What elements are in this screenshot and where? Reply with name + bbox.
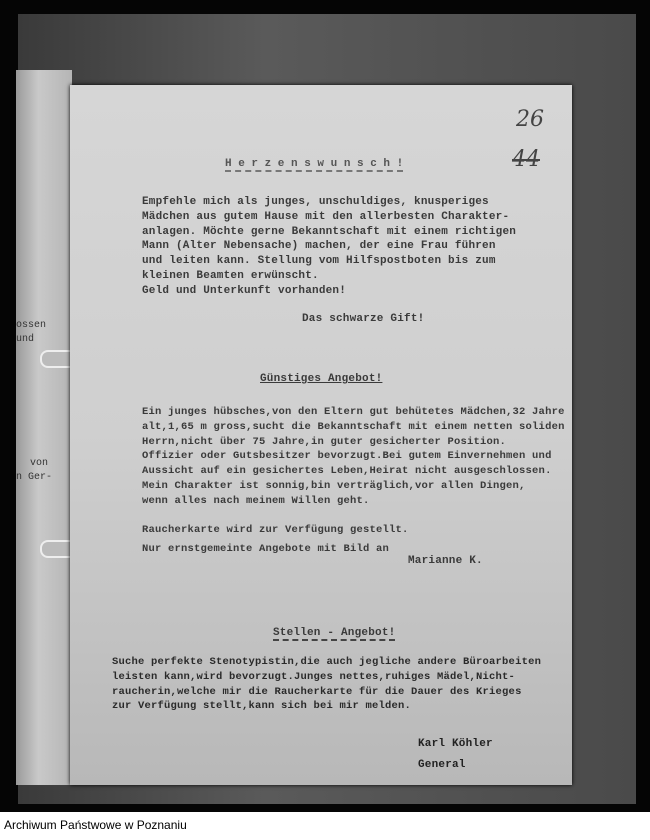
text-line: leisten kann,wird bevorzugt.Junges nettes,ruhiges Mädel,Nicht- <box>112 670 516 683</box>
side-fragment: n Ger- <box>16 472 53 483</box>
ad2-signature: Marianne K. <box>408 555 483 567</box>
text-line: raucherin,welche mir die Raucherkarte für die Dauer des Krieges <box>112 685 522 698</box>
ad2-note: Nur ernstgemeinte Angebote mit Bild an <box>142 543 390 555</box>
text-line: anlagen. Möchte gerne Bekanntschaft mit einem richtigen <box>142 225 517 238</box>
side-fragment: ossen <box>16 320 47 331</box>
text-line: Ein junges hübsches,von den Eltern gut behütetes Mädchen,32 Jahre <box>142 406 565 418</box>
side-page <box>16 70 72 785</box>
text-line: Empfehle mich als junges, unschuldiges, knusperiges <box>142 196 489 208</box>
ad1-body <box>142 195 516 299</box>
text-line: und leiten kann. Stellung vom Hilfspostboten bis zum <box>142 255 496 268</box>
text-line: Herrn,nicht über 75 Jahre,in guter gesicherter Position. <box>142 435 507 448</box>
archive-footer <box>0 812 650 840</box>
ad2-body <box>142 405 565 509</box>
page-number: 26 <box>516 107 544 132</box>
document-page <box>70 85 572 785</box>
text-line: Aussicht auf ein gesichertes Leben,Heirat nicht ausgeschlossen. <box>142 465 552 478</box>
text-line: Offizier oder Gutsbesitzer bevorzugt.Bei gutem Einvernehmen und <box>142 450 552 463</box>
text-line: Mädchen aus gutem Hause mit den allerbesten Charakter- <box>142 210 510 223</box>
ad1-title: H e r z e n s w u n s c h ! <box>225 158 404 170</box>
side-fragment: von <box>30 458 49 469</box>
text-line: kleinen Beamten erwünscht. <box>142 269 319 282</box>
text-line: Mein Charakter ist sonnig,bin verträglich,vor allen Dingen, <box>142 479 526 492</box>
archive-name: Archiwum Państwowe w Poznaniu <box>4 818 187 832</box>
text-line: wenn alles nach meinem Willen geht. <box>142 494 370 507</box>
text-line: zur Verfügung stellt,kann sich bei mir melden. <box>112 700 412 713</box>
side-fragment: und <box>16 334 35 345</box>
ad3-body <box>112 655 541 714</box>
ad2-title: Günstiges Angebot! <box>260 373 383 385</box>
ad3-title: Stellen - Angebot! <box>273 627 396 639</box>
ad1-signature: Das schwarze Gift! <box>302 313 425 325</box>
text-line: Suche perfekte Stenotypistin,die auch jegliche andere Büroarbeiten <box>112 656 542 668</box>
ad3-signature-name: Karl Köhler <box>418 738 493 750</box>
ad3-signature-title: General <box>418 759 466 771</box>
text-line: alt,1,65 m gross,sucht die Bekanntschaft mit einem netten soliden <box>142 420 565 433</box>
text-line: Geld und Unterkunft vorhanden! <box>142 284 347 297</box>
ad2-note: Raucherkarte wird zur Verfügung gestellt. <box>142 524 409 536</box>
text-line: Mann (Alter Nebensache) machen, der eine Frau führen <box>142 240 496 253</box>
handwritten-mark: 44 <box>512 147 540 172</box>
